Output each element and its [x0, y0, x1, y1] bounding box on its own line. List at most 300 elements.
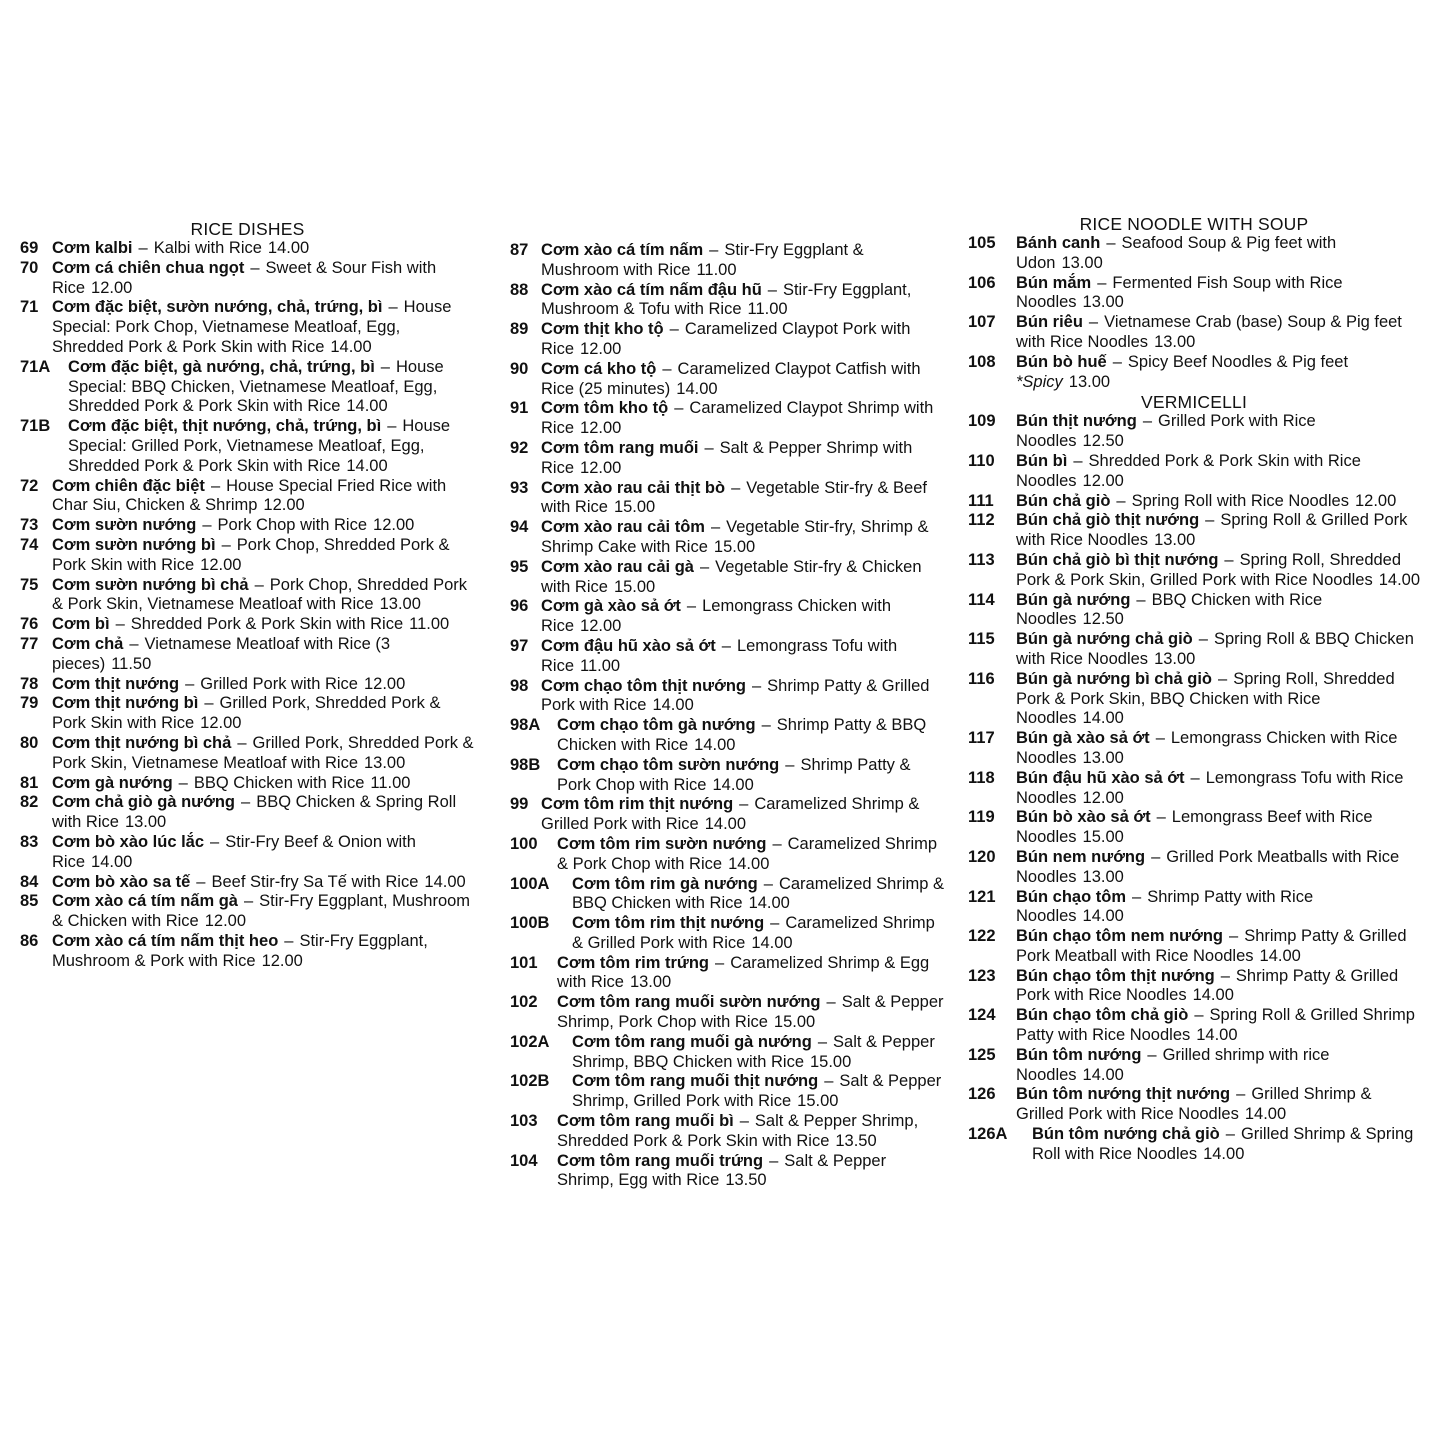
item-body	[557, 716, 945, 756]
item-name: Cơm thịt nướng bì	[52, 694, 199, 713]
item-price: 14.00	[652, 696, 694, 715]
item-description: BBQ Chicken with Rice	[193, 773, 365, 792]
dash-separator: –	[1236, 1085, 1246, 1104]
item-description: Salt & Pepper Shrimp, Grilled Pork with Rice	[572, 1072, 942, 1111]
item-price: 13.00	[379, 595, 421, 614]
dash-separator: –	[380, 357, 390, 376]
item-price: 13.00	[124, 813, 167, 832]
item-description: Grilled Shrimp & Spring Roll with Rice Noodles	[1032, 1125, 1414, 1163]
item-number: 85	[20, 892, 39, 911]
item-price: 14.00	[424, 872, 466, 891]
item-description: Caramelized Claypot Shrimp with Rice	[541, 399, 934, 438]
item-price: 15.00	[1082, 828, 1124, 847]
item-description: Caramelized Shrimp & BBQ Chicken with Rice	[572, 874, 944, 913]
item-number: 90	[510, 359, 529, 378]
item-name: Bún nem nướng	[1016, 847, 1146, 866]
item-price: 14.00	[1082, 709, 1124, 728]
item-name: Bún chả giò bì thịt nướng	[1016, 550, 1219, 569]
item-price: 12.50	[1082, 610, 1124, 629]
dash-separator: –	[1106, 234, 1116, 252]
dash-separator: –	[1198, 630, 1208, 649]
menu-item	[20, 417, 475, 476]
item-name: Cơm chả	[52, 634, 124, 653]
item-number: 71B	[20, 417, 51, 436]
dash-separator: –	[138, 239, 148, 257]
item-number: 95	[510, 557, 529, 576]
item-body	[1016, 234, 1420, 274]
dash-separator: –	[1116, 491, 1126, 510]
menu-item	[968, 967, 1420, 1007]
item-number: 121	[968, 887, 996, 906]
item-description: Lemongrass Tofu with Rice	[541, 636, 898, 675]
item-body	[1032, 1125, 1420, 1165]
item-price: 11.00	[370, 773, 411, 792]
item-description: Stir-Fry Eggplant, Mushroom & Pork with Rice	[52, 931, 428, 970]
menu-column-3	[968, 214, 1420, 1165]
menu-item	[968, 551, 1420, 591]
item-number: 79	[20, 694, 39, 713]
item-number: 77	[20, 634, 39, 653]
item-description: Grilled Pork with Rice	[200, 674, 358, 693]
item-name: Cơm cá kho tộ	[541, 359, 657, 378]
dash-separator: –	[241, 793, 251, 812]
item-body	[52, 774, 475, 794]
item-body	[52, 873, 475, 893]
item-number: 103	[510, 1112, 538, 1131]
item-description: Shrimp Patty & Pork Chop with Rice	[557, 755, 911, 794]
item-price: 13.00	[1061, 253, 1103, 272]
item-body	[557, 756, 945, 796]
dash-separator: –	[254, 575, 264, 594]
item-description: Spring Roll & BBQ Chicken with Rice Noodles	[1016, 630, 1414, 668]
menu-column-2	[510, 241, 945, 1191]
item-price: 14.00	[346, 456, 388, 475]
item-description: Spring Roll, Shredded Pork & Pork Skin, Grilled Pork with Rice Noodles	[1016, 550, 1402, 589]
menu-item	[20, 694, 475, 734]
item-description: Pork Chop, Shredded Pork & Pork Skin, Vietnamese Meatloaf with Rice	[52, 575, 467, 614]
item-price: 14.00	[330, 337, 372, 356]
item-name: Cơm chạo tôm thịt nướng	[541, 676, 746, 695]
menu-item	[20, 477, 475, 517]
item-number: 98B	[510, 755, 541, 774]
item-description: Caramelized Shrimp & Pork Chop with Rice	[557, 834, 938, 873]
item-description: House Special: Grilled Pork, Vietnamese Meatloaf, Egg, Shredded Pork & Pork Skin with Rice	[68, 417, 451, 475]
dash-separator: –	[739, 795, 749, 814]
item-price: 12.00	[200, 714, 242, 733]
item-name: Cơm chả giò gà nướng	[52, 793, 235, 812]
menu-item	[968, 670, 1420, 729]
item-name: Cơm tôm rang muối gà nướng	[572, 1032, 812, 1051]
menu-item	[968, 769, 1420, 809]
menu-item	[510, 558, 945, 598]
item-price: 12.00	[200, 555, 242, 574]
item-number: 78	[20, 674, 39, 693]
item-body	[68, 358, 475, 417]
item-price: 14.00	[728, 854, 770, 873]
item-description: Beef Stir-fry Sa Tế with Rice	[211, 872, 419, 891]
item-name: Cơm tôm rang muối thịt nướng	[572, 1072, 819, 1091]
item-description: Salt & Pepper Shrimp with Rice	[541, 438, 913, 477]
item-description: Stir-Fry Eggplant, Mushroom & Tofu with Rice	[541, 280, 912, 319]
item-description: Salt & Pepper Shrimp, Egg with Rice	[557, 1151, 887, 1190]
menu-item	[20, 635, 475, 675]
item-body	[541, 597, 945, 637]
dash-separator: –	[699, 557, 710, 576]
item-body	[541, 320, 945, 360]
item-body	[1016, 1006, 1420, 1046]
menu-item	[20, 298, 475, 357]
item-description: Vietnamese Crab (base) Soup & Pig feet with Rice Noodles	[1016, 313, 1402, 351]
menu-item	[20, 259, 475, 299]
item-name: Cơm bò xào lúc lắc	[52, 832, 205, 851]
item-number: 72	[20, 476, 39, 495]
item-number: 80	[20, 733, 39, 752]
item-price: 13.50	[725, 1171, 767, 1190]
menu-item	[510, 835, 945, 875]
item-name: Cơm cá chiên chua ngọt	[52, 258, 245, 277]
item-name: Bún chạo tôm nem nướng	[1016, 927, 1224, 946]
item-description: Caramelized Claypot Catfish with Rice (25 minutes)	[541, 359, 921, 398]
dash-separator: –	[1218, 669, 1228, 688]
item-description: Grilled Pork with Rice Noodles	[1016, 412, 1316, 451]
item-name: Bún thịt nướng	[1016, 412, 1137, 431]
item-price: 12.50	[1082, 432, 1124, 451]
menu-item	[510, 756, 945, 796]
item-description: Fermented Fish Soup with Rice Noodles	[1016, 273, 1343, 312]
item-body	[572, 1072, 945, 1112]
item-name: Cơm gà nướng	[52, 773, 173, 792]
item-price: 14.00	[676, 379, 718, 398]
item-description: Grilled Pork Meatballs with Rice Noodles	[1016, 847, 1400, 886]
item-price: 14.00	[1082, 907, 1124, 926]
dash-separator: –	[1220, 966, 1230, 985]
item-body	[1016, 551, 1420, 591]
item-price: 13.00	[1082, 293, 1124, 312]
item-body	[52, 576, 475, 616]
item-description: House Special: BBQ Chicken, Vietnamese Meatloaf, Egg, Shredded Pork & Pork Skin with Rice	[68, 357, 444, 416]
item-name: Bún chả giò	[1016, 491, 1111, 510]
item-number: 82	[20, 793, 39, 812]
item-number: 120	[968, 847, 996, 866]
item-price: 12.00	[580, 458, 622, 477]
item-number: 111	[968, 491, 994, 510]
item-body	[1016, 313, 1420, 353]
item-number: 126	[968, 1085, 996, 1104]
item-description: Grilled Pork, Shredded Pork & Pork Skin with Rice	[52, 694, 441, 733]
item-description: Caramelized Shrimp & Grilled Pork with Rice	[572, 914, 935, 952]
item-body	[541, 360, 945, 400]
item-name: Cơm tôm rim thịt nướng	[572, 914, 765, 933]
item-description: Spring Roll, Shredded Pork & Pork Skin, BBQ Chicken with Rice Noodles	[1016, 669, 1395, 728]
menu-item	[20, 734, 475, 774]
dash-separator: –	[221, 535, 231, 554]
item-description: Caramelized Claypot Pork with Rice	[541, 320, 911, 358]
item-name: Cơm tôm rang muối	[541, 438, 699, 457]
item-price: 11.00	[409, 615, 450, 634]
item-body	[572, 914, 945, 954]
menu-item	[20, 892, 475, 932]
dash-separator: –	[204, 694, 214, 713]
item-number: 92	[510, 438, 529, 457]
item-description: BBQ Chicken with Rice Noodles	[1016, 590, 1323, 629]
item-description: Shredded Pork & Pork Skin with Rice Noodles	[1016, 451, 1361, 490]
menu-item	[20, 358, 475, 417]
item-name: Bún tôm nướng chả giò	[1032, 1125, 1220, 1144]
item-number: 87	[510, 241, 529, 259]
item-body	[541, 399, 945, 439]
item-description: Stir-Fry Eggplant & Mushroom with Rice	[541, 241, 864, 279]
item-name: Bún gà nướng chả giò	[1016, 630, 1193, 649]
item-price: 13.00	[1154, 649, 1196, 668]
menu-item	[968, 1085, 1420, 1125]
dash-separator: –	[785, 755, 795, 774]
item-name: Cơm đặc biệt, thịt nướng, chả, trứng, bì	[68, 417, 382, 436]
item-price: 12.00	[91, 278, 133, 297]
item-price: 14.00	[694, 735, 736, 754]
menu-item	[20, 536, 475, 576]
item-name: Cơm tôm rang muối sườn nướng	[557, 993, 821, 1012]
item-name: Cơm xào rau cải tôm	[541, 518, 705, 537]
dash-separator: –	[202, 516, 212, 535]
item-name: Bún bì	[1016, 451, 1068, 470]
item-number: 116	[968, 669, 995, 688]
item-number: 69	[20, 239, 39, 257]
item-name: Cơm xào rau cải gà	[541, 557, 694, 576]
dash-separator: –	[715, 953, 725, 972]
item-body	[52, 932, 475, 972]
item-price: 13.00	[1068, 372, 1111, 391]
item-description: BBQ Chicken & Spring Roll with Rice	[52, 793, 457, 832]
item-number: 122	[968, 927, 996, 946]
item-description: Pork Chop, Shredded Pork & Pork Skin with Rice	[52, 535, 450, 574]
item-description: Salt & Pepper Shrimp, BBQ Chicken with Rice	[572, 1032, 935, 1071]
item-name: Cơm xào cá tím nấm đậu hũ	[541, 280, 762, 299]
item-name: Bún chả giò thịt nướng	[1016, 511, 1200, 530]
item-price: 14.00	[704, 815, 747, 834]
item-price: 11.50	[111, 654, 152, 673]
item-description: Pork Chop with Rice	[217, 516, 368, 535]
item-name: Cơm thịt nướng	[52, 674, 180, 693]
item-price: 14.00	[1203, 1144, 1245, 1163]
item-number: 71A	[20, 357, 51, 376]
item-body	[1016, 1046, 1420, 1086]
menu-item	[510, 1033, 945, 1073]
item-number: 91	[510, 399, 529, 418]
item-body	[557, 1152, 945, 1192]
item-description: Grilled Shrimp & Grilled Pork with Rice Noodles	[1016, 1085, 1372, 1124]
item-name: Cơm đặc biệt, gà nướng, chả, trứng, bì	[68, 357, 375, 376]
item-number: 70	[20, 258, 39, 277]
menu-item	[968, 1125, 1420, 1165]
menu-item	[968, 808, 1420, 848]
item-name: Cơm tôm rim thịt nướng	[541, 795, 734, 814]
dash-separator: –	[284, 931, 294, 950]
dash-separator: –	[751, 676, 762, 695]
item-body	[52, 477, 475, 517]
item-body	[1016, 670, 1420, 729]
menu-item	[510, 281, 945, 321]
menu-item	[20, 833, 475, 873]
menu-item	[20, 774, 475, 794]
menu-item	[510, 1072, 945, 1112]
item-body	[572, 875, 945, 915]
item-number: 96	[510, 597, 529, 616]
item-number: 112	[968, 511, 995, 530]
menu-item	[510, 399, 945, 439]
item-name: Bún gà nướng bì chả giò	[1016, 669, 1213, 688]
menu-item	[20, 675, 475, 695]
dash-separator: –	[770, 914, 780, 933]
item-number: 71	[20, 298, 39, 317]
item-price: 12.00	[580, 617, 622, 636]
item-price: 12.00	[363, 674, 406, 693]
item-body	[1016, 888, 1420, 928]
dash-separator: –	[709, 241, 719, 259]
item-body	[1016, 769, 1420, 809]
dash-separator: –	[674, 399, 684, 418]
item-number: 107	[968, 313, 996, 332]
dash-separator: –	[1097, 273, 1107, 292]
menu-item	[20, 239, 475, 259]
menu-item	[510, 1152, 945, 1192]
item-number: 75	[20, 575, 39, 594]
dash-separator: –	[178, 773, 188, 792]
item-body	[557, 954, 945, 994]
item-name: Bún bò huế	[1016, 352, 1107, 371]
item-name: Cơm đậu hũ xào sả ớt	[541, 636, 716, 655]
menu-item	[968, 452, 1420, 492]
dash-separator: –	[1073, 451, 1083, 470]
menu-item	[510, 597, 945, 637]
menu-item	[968, 888, 1420, 928]
item-description: Lemongrass Tofu with Rice Noodles	[1016, 768, 1404, 807]
item-price: 11.00	[747, 300, 788, 319]
item-price: 15.00	[713, 537, 756, 556]
item-name: Cơm tôm rim sườn nướng	[557, 834, 767, 853]
dash-separator: –	[1225, 1125, 1235, 1144]
dash-separator: –	[250, 258, 260, 277]
item-name: Bún tôm nướng thịt nướng	[1016, 1085, 1231, 1104]
item-number: 124	[968, 1006, 996, 1025]
item-name: Bún gà nướng	[1016, 590, 1131, 609]
item-name: Cơm thịt kho tộ	[541, 320, 664, 339]
item-description: House Special: Pork Chop, Vietnamese Meatloaf, Egg, Shredded Pork & Pork Skin with Rice	[52, 298, 452, 356]
item-name: Bún gà xào sả ớt	[1016, 729, 1150, 748]
dash-separator: –	[1132, 887, 1142, 906]
item-price: 12.00	[204, 912, 247, 931]
item-description: Lemongrass Beef with Rice Noodles	[1016, 808, 1373, 847]
dash-separator: –	[1088, 313, 1099, 332]
item-number: 74	[20, 535, 39, 554]
item-description: Spring Roll & Grilled Pork with Rice Noodles	[1016, 511, 1408, 550]
item-price: 12.00	[373, 516, 415, 535]
item-description: Salt & Pepper Shrimp, Shredded Pork & Pork Skin with Rice	[557, 1112, 919, 1150]
menu-item	[510, 320, 945, 360]
item-number: 83	[20, 832, 39, 851]
menu-item	[968, 848, 1420, 888]
menu-item	[510, 677, 945, 717]
item-number: 97	[510, 636, 529, 655]
menu-item	[510, 241, 945, 281]
dash-separator: –	[1156, 808, 1166, 827]
item-price: 13.00	[1154, 332, 1196, 351]
menu-item	[968, 511, 1420, 551]
item-name: Cơm tôm kho tộ	[541, 399, 669, 418]
item-name: Cơm chiên đặc biệt	[52, 476, 205, 495]
item-price: 12.00	[1354, 491, 1397, 510]
item-number: 113	[968, 550, 995, 569]
item-body	[557, 993, 945, 1033]
item-name: Bún riêu	[1016, 313, 1083, 332]
item-name: Cơm tôm rang muối trứng	[557, 1151, 764, 1170]
item-description: Spring Roll & Grilled Shrimp Patty with Rice Noodles	[1016, 1006, 1415, 1045]
dash-separator: –	[769, 1151, 779, 1170]
item-name: Bún mắm	[1016, 273, 1092, 292]
item-name: Bún tôm nướng	[1016, 1045, 1142, 1064]
item-price: 14.00	[1082, 1065, 1124, 1084]
item-price: 12.00	[1082, 471, 1124, 490]
item-body	[1016, 412, 1420, 452]
item-price: 15.00	[773, 1013, 816, 1032]
item-body	[1016, 848, 1420, 888]
item-body	[52, 675, 475, 695]
item-name: Bánh canh	[1016, 234, 1101, 252]
dash-separator: –	[772, 834, 782, 853]
item-description: Caramelized Shrimp & Egg with Rice	[557, 953, 930, 992]
item-number: 99	[510, 795, 529, 814]
dash-separator: –	[1224, 550, 1234, 569]
menu-item	[20, 576, 475, 616]
item-body	[557, 835, 945, 875]
item-description: Salt & Pepper Shrimp, Pork Chop with Rice	[557, 993, 944, 1032]
menu-item	[968, 1046, 1420, 1086]
item-body	[1016, 511, 1420, 551]
item-name: Cơm xào cá tím nấm	[541, 241, 704, 259]
item-price: 14.00	[1196, 1026, 1238, 1045]
item-name: Bún chạo tôm chả giò	[1016, 1006, 1189, 1025]
item-body	[1016, 927, 1420, 967]
dash-separator: –	[721, 636, 731, 655]
item-price: 14.00	[748, 894, 790, 913]
item-price: 13.00	[1082, 867, 1124, 886]
item-body	[1016, 274, 1420, 314]
item-number: 108	[968, 352, 996, 371]
item-price: 12.00	[261, 951, 303, 970]
item-number: 100B	[510, 914, 550, 933]
item-price: 14.00	[1378, 570, 1421, 589]
item-number: 126A	[968, 1125, 1008, 1144]
item-number: 94	[510, 518, 529, 537]
item-description: Shrimp Patty & Grilled Pork Meatball with Rice Noodles	[1016, 927, 1407, 965]
item-name: Cơm sườn nướng bì chả	[52, 575, 249, 594]
dash-separator: –	[767, 280, 777, 299]
dash-separator: –	[1155, 729, 1165, 748]
menu-item	[510, 875, 945, 915]
item-body	[68, 417, 475, 476]
item-description: Caramelized Shrimp & Grilled Pork with Rice	[541, 795, 920, 834]
item-body	[52, 793, 475, 833]
menu-item	[510, 518, 945, 558]
dash-separator: –	[1136, 590, 1146, 609]
item-number: 123	[968, 966, 996, 985]
item-price: 11.00	[580, 656, 621, 675]
item-description: Vegetable Stir-fry & Beef with Rice	[541, 478, 927, 517]
item-name: Cơm xào cá tím nấm thịt heo	[52, 931, 279, 950]
menu-item	[20, 516, 475, 536]
item-number: 102B	[510, 1072, 550, 1091]
item-body	[52, 536, 475, 576]
item-description: Vegetable Stir-fry & Chicken with Rice	[541, 557, 922, 596]
